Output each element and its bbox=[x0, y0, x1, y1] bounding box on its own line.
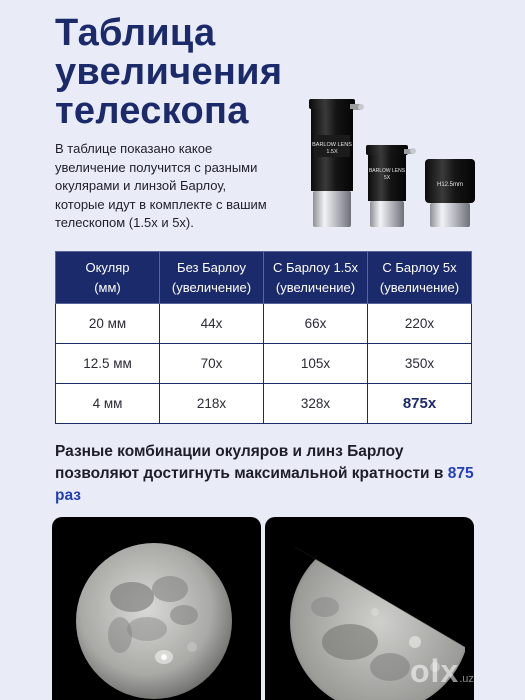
full-moon-photo bbox=[52, 517, 261, 700]
olx-watermark: olx.uz bbox=[410, 653, 474, 689]
barlow-large-label-1: BARLOW LENS bbox=[312, 142, 352, 148]
title-line-2: увеличения bbox=[55, 51, 283, 93]
table-cell: 105x bbox=[264, 344, 368, 384]
table-cell: 4 мм bbox=[56, 384, 160, 424]
table-cell-max: 875x bbox=[368, 384, 472, 424]
summary-highlight: 875 раз bbox=[55, 465, 474, 504]
barlow-lens-5x-icon bbox=[366, 145, 416, 227]
table-cell: 350x bbox=[368, 344, 472, 384]
barlow-small-label-2: 5X bbox=[383, 175, 391, 181]
table-cell: 328x bbox=[264, 384, 368, 424]
title-line-3: телескопа bbox=[55, 90, 249, 132]
table-cell: 220x bbox=[368, 304, 472, 344]
table-cell: 70x bbox=[160, 344, 264, 384]
title-line-1: Таблица bbox=[55, 12, 216, 54]
header-barlow-5x: С Барлоу 5x (увеличение) bbox=[368, 252, 472, 304]
page-title bbox=[55, 14, 282, 131]
table-row bbox=[56, 344, 472, 384]
header-eyepiece: Окуляр (мм) bbox=[56, 252, 160, 304]
summary-main: Разные комбинации окуляров и линз Барлоу позволяют достигнуть максимальной кратности в bbox=[55, 443, 448, 482]
header-no-barlow: Без Барлоу (увеличение) bbox=[160, 252, 264, 304]
table-row bbox=[56, 304, 472, 344]
intro-text: В таблице показано какое увеличение получится с разными окулярами и линзой Барлоу, которые идут в комплекте с вашим телескопом (1.5x и 5x). bbox=[55, 141, 267, 230]
table-cell: 12.5 мм bbox=[56, 344, 160, 384]
table-header-row bbox=[56, 252, 472, 304]
barlow-lenses-eyepiece-illustration bbox=[300, 95, 500, 235]
barlow-large-label-2: 1.5X bbox=[326, 149, 338, 155]
header-barlow-1-5x: С Барлоу 1.5x (увеличение) bbox=[264, 252, 368, 304]
barlow-small-label-1: BARLOW LENS bbox=[368, 168, 406, 174]
magnification-table bbox=[55, 251, 472, 424]
table-cell: 44x bbox=[160, 304, 264, 344]
table-cell: 20 мм bbox=[56, 304, 160, 344]
eyepiece-label: H12.5mm bbox=[436, 182, 464, 188]
barlow-lens-1-5x-icon bbox=[309, 99, 364, 227]
table-cell: 218x bbox=[160, 384, 264, 424]
eyepiece-icon bbox=[425, 159, 475, 227]
table-row bbox=[56, 384, 472, 424]
full-moon-icon bbox=[52, 517, 261, 700]
summary-text bbox=[55, 441, 475, 507]
table-cell: 66x bbox=[264, 304, 368, 344]
